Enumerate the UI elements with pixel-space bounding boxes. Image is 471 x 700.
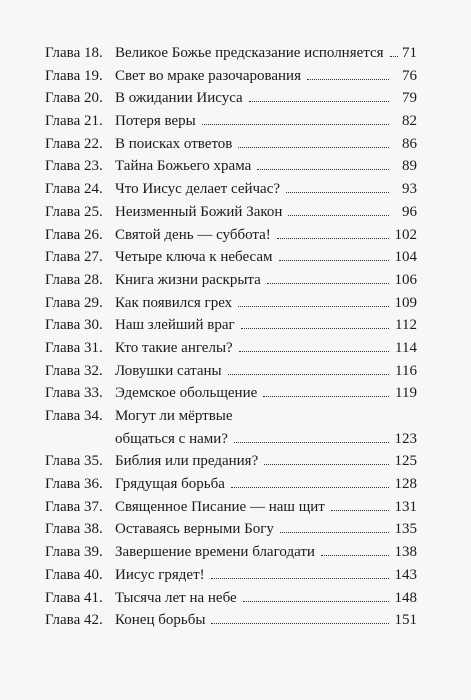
toc-entry [45, 110, 417, 133]
toc-entry [45, 564, 417, 587]
dot-leader [211, 578, 389, 579]
page-number: 143 [394, 566, 417, 583]
chapter-title: Четыре ключа к небесам [115, 249, 273, 266]
chapter-number: Глава 22. [45, 135, 103, 152]
page-number: 89 [402, 158, 417, 175]
page-number: 79 [402, 90, 417, 107]
chapter-title: Конец борьбы [115, 612, 206, 629]
chapter-title: Могут ли мёртвые [115, 408, 233, 424]
chapter-title-group [115, 587, 393, 610]
dot-leader [239, 351, 389, 352]
chapter-title-group [115, 564, 393, 587]
toc-entry [45, 155, 417, 178]
dot-leader [234, 442, 389, 443]
dot-leader [321, 555, 389, 556]
chapter-title: Тысяча лет на небе [115, 589, 237, 606]
chapter-title-group [115, 42, 393, 65]
dot-leader [238, 306, 389, 307]
chapter-title-group [115, 450, 393, 473]
page-number: 71 [402, 45, 417, 61]
chapter-number: Глава 41. [45, 589, 103, 606]
chapter-title: Эдемское обольщение [115, 385, 258, 402]
toc-entry [45, 609, 417, 632]
chapter-title-group [115, 110, 393, 133]
chapter-title: Свет во мраке разочарования [115, 67, 301, 84]
chapter-title: Святой день — суббота! [115, 226, 271, 243]
dot-leader [249, 101, 389, 102]
chapter-title: Великое Божье предсказание исполняется [115, 45, 384, 61]
page-number: 86 [402, 135, 417, 152]
chapter-title-group [115, 155, 393, 178]
page-number: 131 [394, 498, 417, 515]
toc-entry [45, 201, 417, 224]
chapter-title: В ожидании Иисуса [115, 90, 243, 107]
chapter-title: Кто такие ангелы? [115, 339, 233, 356]
chapter-title-group [115, 65, 393, 88]
chapter-title: Потеря веры [115, 113, 196, 130]
toc-entry [45, 133, 417, 156]
toc-entry [45, 87, 417, 110]
dot-leader [241, 328, 389, 329]
toc-entry [45, 518, 417, 541]
chapter-title: Книга жизни раскрыта [115, 271, 261, 288]
toc-entry [45, 42, 417, 65]
chapter-title: Священное Писание — наш щит [115, 498, 325, 515]
page-number: 76 [402, 67, 417, 84]
chapter-number: Глава 31. [45, 339, 103, 356]
chapter-title-group [115, 87, 393, 110]
toc-entry [45, 405, 417, 450]
chapter-number: Глава 39. [45, 544, 103, 561]
page-number: 112 [395, 317, 417, 334]
page-number: 82 [402, 113, 417, 130]
chapter-title-group [115, 405, 417, 450]
chapter-number: Глава 36. [45, 476, 103, 493]
page-number: 102 [394, 226, 417, 243]
chapter-number: Глава 19. [45, 67, 103, 84]
dot-leader [257, 169, 389, 170]
chapter-title-group [115, 224, 393, 247]
chapter-title-group [115, 201, 393, 224]
chapter-title-group [115, 246, 393, 269]
chapter-number: Глава 38. [45, 521, 103, 538]
chapter-title-group [115, 314, 393, 337]
chapter-number: Глава 37. [45, 498, 103, 515]
dot-leader [279, 260, 390, 261]
dot-leader [264, 464, 389, 465]
chapter-title-group [115, 382, 393, 405]
chapter-title: Неизменный Божий Закон [115, 203, 283, 220]
dot-leader [280, 532, 389, 533]
dot-leader [231, 487, 389, 488]
page-number: 151 [394, 612, 417, 629]
chapter-number: Глава 18. [45, 45, 103, 61]
chapter-number: Глава 27. [45, 249, 103, 266]
chapter-number: Глава 35. [45, 453, 103, 470]
chapter-title: Завершение времени благодати [115, 544, 315, 561]
table-of-contents [45, 42, 417, 632]
toc-entry [45, 314, 417, 337]
chapter-title-group [115, 292, 393, 315]
chapter-title-continued-line [115, 428, 417, 451]
chapter-title: Наш злейший враг [115, 317, 235, 334]
chapter-number: Глава 32. [45, 362, 103, 379]
dot-leader [267, 283, 389, 284]
page-number: 125 [394, 453, 417, 470]
chapter-title: Оставаясь верными Богу [115, 521, 274, 538]
toc-entry [45, 292, 417, 315]
dot-leader [202, 124, 389, 125]
toc-entry [45, 246, 417, 269]
chapter-title: Как появился грех [115, 294, 233, 311]
dot-leader [277, 238, 389, 239]
dot-leader [228, 374, 389, 375]
chapter-number: Глава 25. [45, 203, 103, 220]
page-number: 119 [395, 385, 417, 402]
dot-leader [211, 623, 389, 624]
page-number: 109 [394, 294, 417, 311]
chapter-title-group [115, 496, 393, 519]
dot-leader [286, 192, 389, 193]
chapter-title-group [115, 609, 393, 632]
toc-entry [45, 450, 417, 473]
page-number: 104 [394, 249, 417, 266]
toc-entry [45, 541, 417, 564]
chapter-title: Что Иисус делает сейчас? [115, 181, 281, 198]
page-number: 106 [394, 271, 417, 288]
chapter-title: В поисках ответов [115, 135, 233, 152]
chapter-title-group [115, 518, 393, 541]
chapter-title: Иисус грядет! [115, 566, 205, 583]
chapter-title-group [115, 133, 393, 156]
chapter-number: Глава 23. [45, 158, 103, 175]
page-number: 135 [394, 521, 417, 538]
chapter-title: Ловушки сатаны [115, 362, 222, 379]
toc-entry [45, 269, 417, 292]
chapter-title-group [115, 178, 393, 201]
dot-leader [288, 215, 389, 216]
dot-leader [238, 147, 389, 148]
chapter-title-continued: общаться с нами? [115, 430, 228, 447]
toc-entry [45, 360, 417, 383]
page-number: 114 [395, 339, 417, 356]
toc-entry [45, 178, 417, 201]
page-number: 128 [394, 476, 417, 493]
toc-entry [45, 65, 417, 88]
page-number: 138 [394, 544, 417, 561]
chapter-number: Глава 34. [45, 408, 103, 424]
dot-leader [243, 601, 389, 602]
toc-entry [45, 473, 417, 496]
dot-leader [263, 396, 389, 397]
chapter-title-group [115, 360, 393, 383]
toc-entry [45, 224, 417, 247]
chapter-number: Глава 40. [45, 566, 103, 583]
page-number: 148 [394, 589, 417, 606]
chapter-number: Глава 21. [45, 113, 103, 130]
toc-entry [45, 382, 417, 405]
page-number: 93 [402, 181, 417, 198]
toc-entry [45, 496, 417, 519]
toc-entry [45, 587, 417, 610]
dot-leader [331, 510, 389, 511]
toc-entry [45, 337, 417, 360]
page-number: 96 [402, 203, 417, 220]
chapter-title: Тайна Божьего храма [115, 158, 252, 175]
chapter-title: Библия или предания? [115, 453, 259, 470]
chapter-number: Глава 20. [45, 90, 103, 107]
page-number: 116 [395, 362, 417, 379]
chapter-number: Глава 28. [45, 271, 103, 288]
chapter-number: Глава 26. [45, 226, 103, 243]
chapter-title-group [115, 541, 393, 564]
chapter-number: Глава 42. [45, 612, 103, 629]
chapter-title: Грядущая борьба [115, 476, 225, 493]
chapter-number: Глава 33. [45, 385, 103, 402]
chapter-title-group [115, 337, 393, 360]
chapter-number: Глава 29. [45, 294, 103, 311]
chapter-title-group [115, 473, 393, 496]
dot-leader [307, 79, 389, 80]
page-number: 123 [394, 430, 417, 447]
chapter-number: Глава 30. [45, 317, 103, 334]
chapter-title-group [115, 269, 393, 292]
chapter-number: Глава 24. [45, 181, 103, 198]
